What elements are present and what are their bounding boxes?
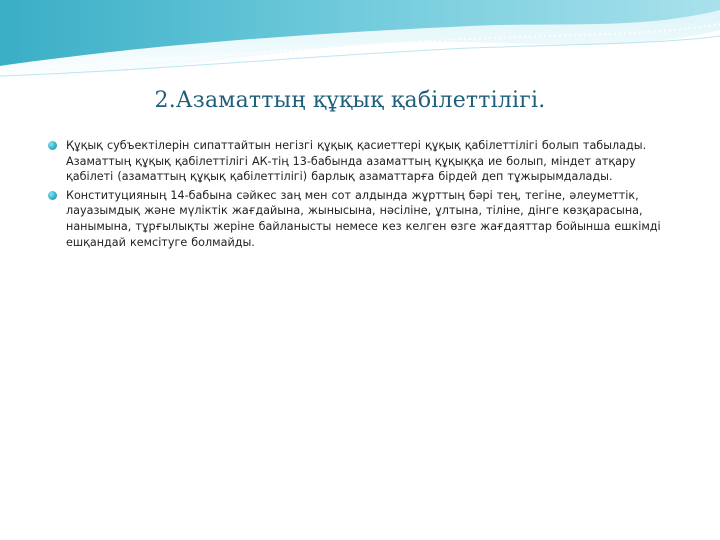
decorative-wave-header: [0, 0, 720, 90]
list-item: [46, 188, 666, 250]
bullet-icon: [48, 191, 57, 200]
bullet-icon: [48, 141, 57, 150]
bullet-list: [46, 138, 666, 253]
slide-title: 2.Азаматтың құқық қабілеттілігі.: [154, 88, 546, 113]
list-item: [46, 138, 666, 185]
bullet-text: Құқық субъектілерін сипаттайтын негізгі құқық қасиеттері құқық қабілеттілігі болып табылады. Азаматтың құқық қабілеттілігі АК-тің 13-бабында азаматтың құқыққа ие болып, міндет атқару қабілеті (азаматтың құқық қабілеттілігі) барлық азаматтарға бірдей деп тұжырымдалады.: [66, 139, 647, 184]
bullet-text: Конституцияның 14-бабына сәйкес заң мен сот алдында жұрттың бәрі тең, тегіне, әлеуметтік, лауазымдық және мүліктік жағдайына, жынысына, нәсіліне, ұлтына, тіліне, дінге көзқарасына, нанымына, тұрғылықты жеріне байланысты немесе кез келген өзге жағдаяттар бойынша ешкімді ешқандай кемсітуге болмайды.: [66, 188, 661, 249]
